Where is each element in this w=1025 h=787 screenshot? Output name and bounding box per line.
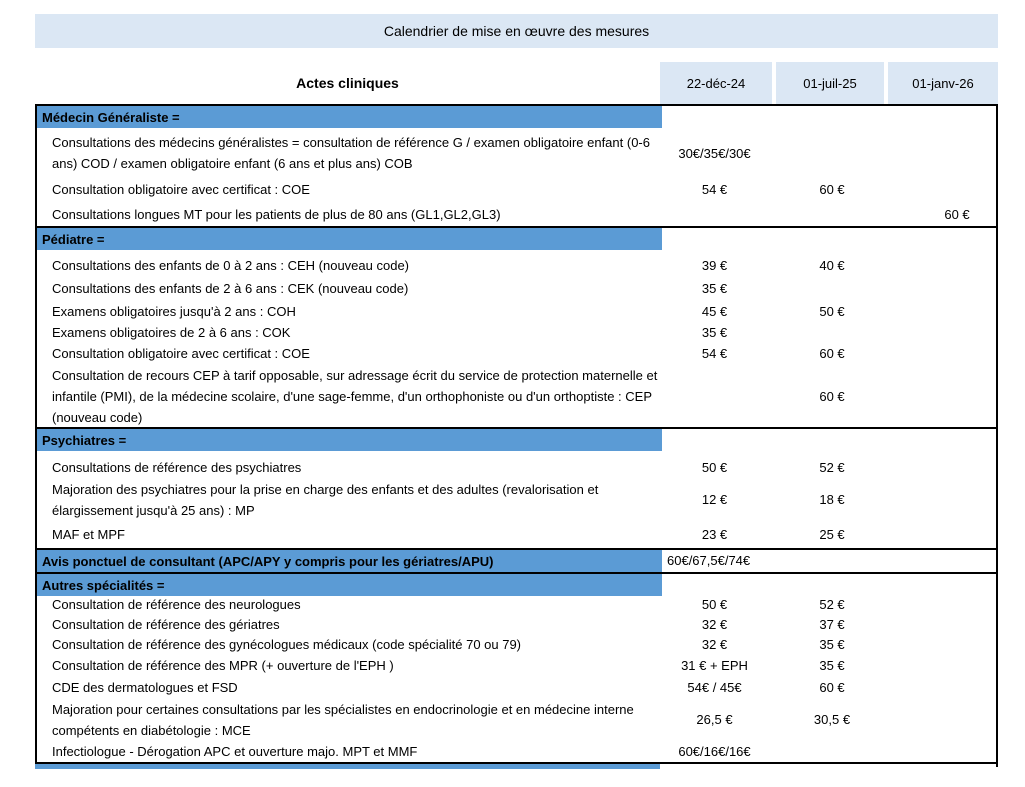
table-row-label: Infectiologue - Dérogation APC et ouverture majo. MPT et MMF xyxy=(52,744,418,759)
table-cell: 40 € xyxy=(819,258,845,273)
table-cell: 60 € xyxy=(944,207,970,222)
table-cell: 35 € xyxy=(701,281,728,296)
table-row-label: Consultation obligatoire avec certificat : COE xyxy=(52,182,310,197)
table-cell: 18 € xyxy=(819,492,845,507)
header-actes-cliniques: Actes cliniques xyxy=(296,75,399,91)
table-row-label: Consultation de référence des neurologues xyxy=(52,597,301,612)
header-row xyxy=(35,62,998,104)
table-cell: 12 € xyxy=(701,492,728,507)
table-cell: 60 € xyxy=(819,346,845,361)
table-row-label: Consultation obligatoire avec certificat : COE xyxy=(52,346,310,361)
table-row-label: Consultation de référence des MPR (+ ouverture de l'EPH ) xyxy=(52,658,394,673)
table-row-label: CDE des dermatologues et FSD xyxy=(52,680,238,695)
section-heading-psychiatres: Psychiatres = xyxy=(37,429,662,451)
table-cell: 54€ / 45€ xyxy=(687,680,742,695)
table-row-label: Majoration des psychiatres pour la prise en charge des enfants et des adultes (revalorisation et élargissement jusqu'à 25 ans) : MP xyxy=(52,482,599,518)
table-row-label: Consultation de référence des gériatres xyxy=(52,617,280,632)
section-heading-autres-specialites: Autres spécialités = xyxy=(37,574,662,596)
table-cell: 39 € xyxy=(701,258,728,273)
table-title: Calendrier de mise en œuvre des mesures xyxy=(35,14,998,48)
table-row-label: Consultation de référence des gynécologues médicaux (code spécialité 70 ou 79) xyxy=(52,637,522,652)
table-cell: 25 € xyxy=(819,527,845,542)
table-cell: 35 € xyxy=(819,658,845,673)
section-heading-generaliste: Médecin Généraliste = xyxy=(37,106,662,128)
header-date-2: 01-juil-25 xyxy=(776,62,884,104)
table-cell: 45 € xyxy=(701,304,728,319)
header-date-1: 22-déc-24 xyxy=(660,62,772,104)
table-cell: 60 € xyxy=(819,182,845,197)
table-row-label: Majoration pour certaines consultations par les spécialistes en endocrinologie et en médecine interne compétents en diabétologie : MCE xyxy=(52,702,634,738)
tariff-table xyxy=(35,104,998,767)
table-cell: 31 € + EPH xyxy=(681,658,748,673)
header-date-3: 01-janv-26 xyxy=(888,62,998,104)
table-cell: 60€/16€/16€ xyxy=(678,744,751,759)
table-row-label: Consultations des enfants de 2 à 6 ans : CEK (nouveau code) xyxy=(52,281,409,296)
table-cell: 35 € xyxy=(819,637,845,652)
section-heading-avis-ponctuel: Avis ponctuel de consultant (APC/APY y compris pour les gériatres/APU) xyxy=(37,550,662,572)
table-cell: 50 € xyxy=(701,460,728,475)
table-cell: 37 € xyxy=(819,617,845,632)
table-cell: 30€/35€/30€ xyxy=(678,146,751,161)
table-row-label: Consultations de référence des psychiatres xyxy=(52,460,302,475)
table-cell: 60 € xyxy=(819,680,845,695)
table-cell: 60€/67,5€/74€ xyxy=(667,553,751,568)
table-cell: 52 € xyxy=(819,460,845,475)
next-section-heading-cropped xyxy=(35,764,660,769)
table-cell: 60 € xyxy=(819,389,845,404)
table-cell: 30,5 € xyxy=(813,712,851,727)
table-cell: 54 € xyxy=(701,182,728,197)
table-cell: 50 € xyxy=(701,597,728,612)
section-heading-pediatre: Pédiatre = xyxy=(37,228,662,250)
table-row-label: Consultations longues MT pour les patients de plus de 80 ans (GL1,GL2,GL3) xyxy=(52,207,501,222)
table-row-label: Examens obligatoires de 2 à 6 ans : COK xyxy=(52,325,291,340)
table-row-label: Examens obligatoires jusqu'à 2 ans : COH xyxy=(52,304,296,319)
table-cell: 54 € xyxy=(701,346,728,361)
table-row-label: Consultations des médecins généralistes = consultation de référence G / examen obligatoire enfant (0-6 ans) COD / examen obligatoire enfant (6 ans et plus ans) COB xyxy=(52,135,650,171)
table-row-label: Consultations des enfants de 0 à 2 ans : CEH (nouveau code) xyxy=(52,258,409,273)
table-cell: 50 € xyxy=(819,304,845,319)
table-cell: 32 € xyxy=(701,637,728,652)
table-cell: 52 € xyxy=(819,597,845,612)
table-cell: 26,5 € xyxy=(696,712,733,727)
table-cell: 23 € xyxy=(701,527,728,542)
table-cell: 35 € xyxy=(701,325,728,340)
table-row-label: Consultation de recours CEP à tarif opposable, sur adressage écrit du service de protection maternelle et infantile (PMI), de la médecine scolaire, d'une sage-femme, d'un orthophoniste ou d'un orthoptiste : CEP (nouveau code) xyxy=(52,368,658,425)
table-cell: 32 € xyxy=(701,617,728,632)
table-row-label: MAF et MPF xyxy=(52,527,125,542)
